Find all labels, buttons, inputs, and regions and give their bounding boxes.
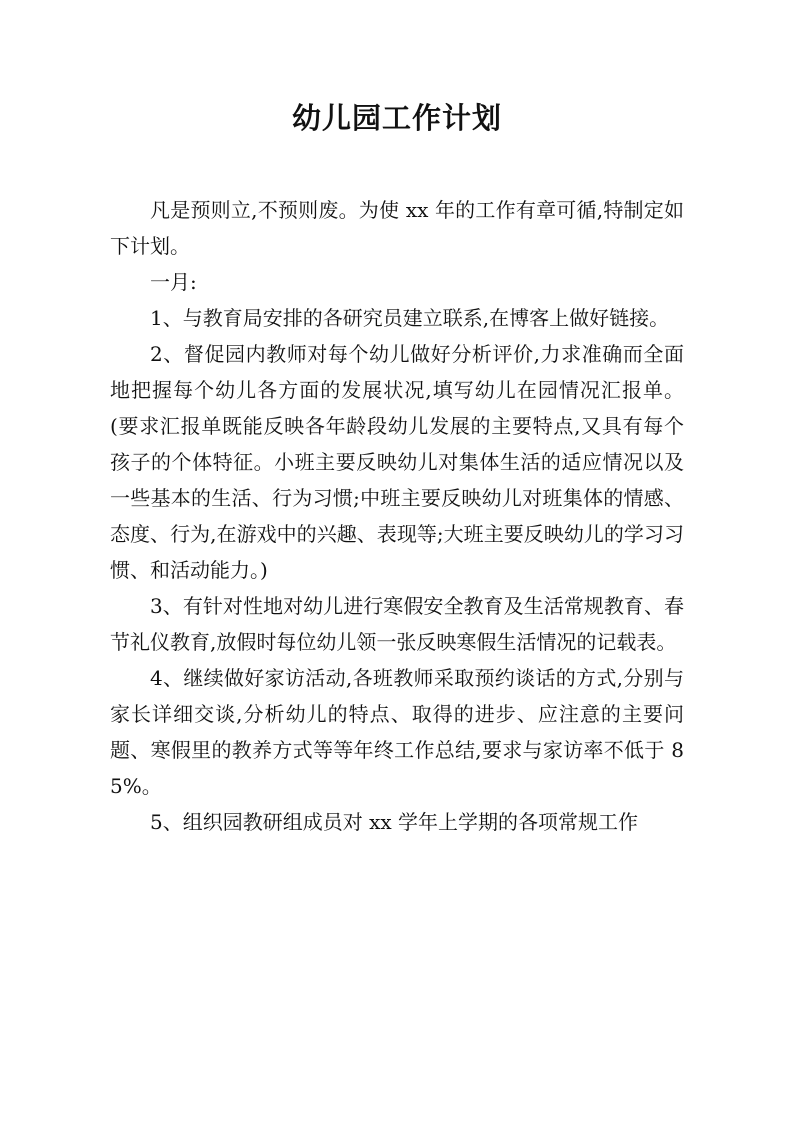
document-title: 幼儿园工作计划 xyxy=(291,101,502,135)
paragraph-item-3: 3、有针对性地对幼儿进行寒假安全教育及生活常规教育、春节礼仪教育,放假时每位幼儿领一张反映寒假生活情况的记载表。 xyxy=(110,594,684,654)
paragraph-month-heading: 一月: xyxy=(150,270,197,294)
paragraph-intro: 凡是预则立,不预则废。为使 xx 年的工作有章可循,特制定如下计划。 xyxy=(110,198,684,258)
document-body xyxy=(110,192,684,840)
paragraph-item-4: 4、继续做好家访活动,各班教师采取预约谈话的方式,分别与家长详细交谈,分析幼儿的特点、取得的进步、应注意的主要问题、寒假里的教养方式等等年终工作总结,要求与家访率不低于 85%。 xyxy=(110,666,684,798)
paragraph-item-1: 1、与教育局安排的各研究员建立联系,在博客上做好链接。 xyxy=(150,306,670,330)
paragraph-item-2: 2、督促园内教师对每个幼儿做好分析评价,力求准确而全面地把握每个幼儿各方面的发展状况,填写幼儿在园情况汇报单。(要求汇报单既能反映各年龄段幼儿发展的主要特点,又具有每个孩子的个体特征。小班主要反映幼儿对集体生活的适应情况以及一些基本的生活、行为习惯;中班主要反映幼儿对班集体的情感、态度、行为,在游戏中的兴趣、表现等;大班主要反映幼儿的学习习惯、和活动能力。) xyxy=(110,342,684,582)
paragraph-item-5: 5、组织园教研组成员对 xx 学年上学期的各项常规工作 xyxy=(150,810,638,834)
